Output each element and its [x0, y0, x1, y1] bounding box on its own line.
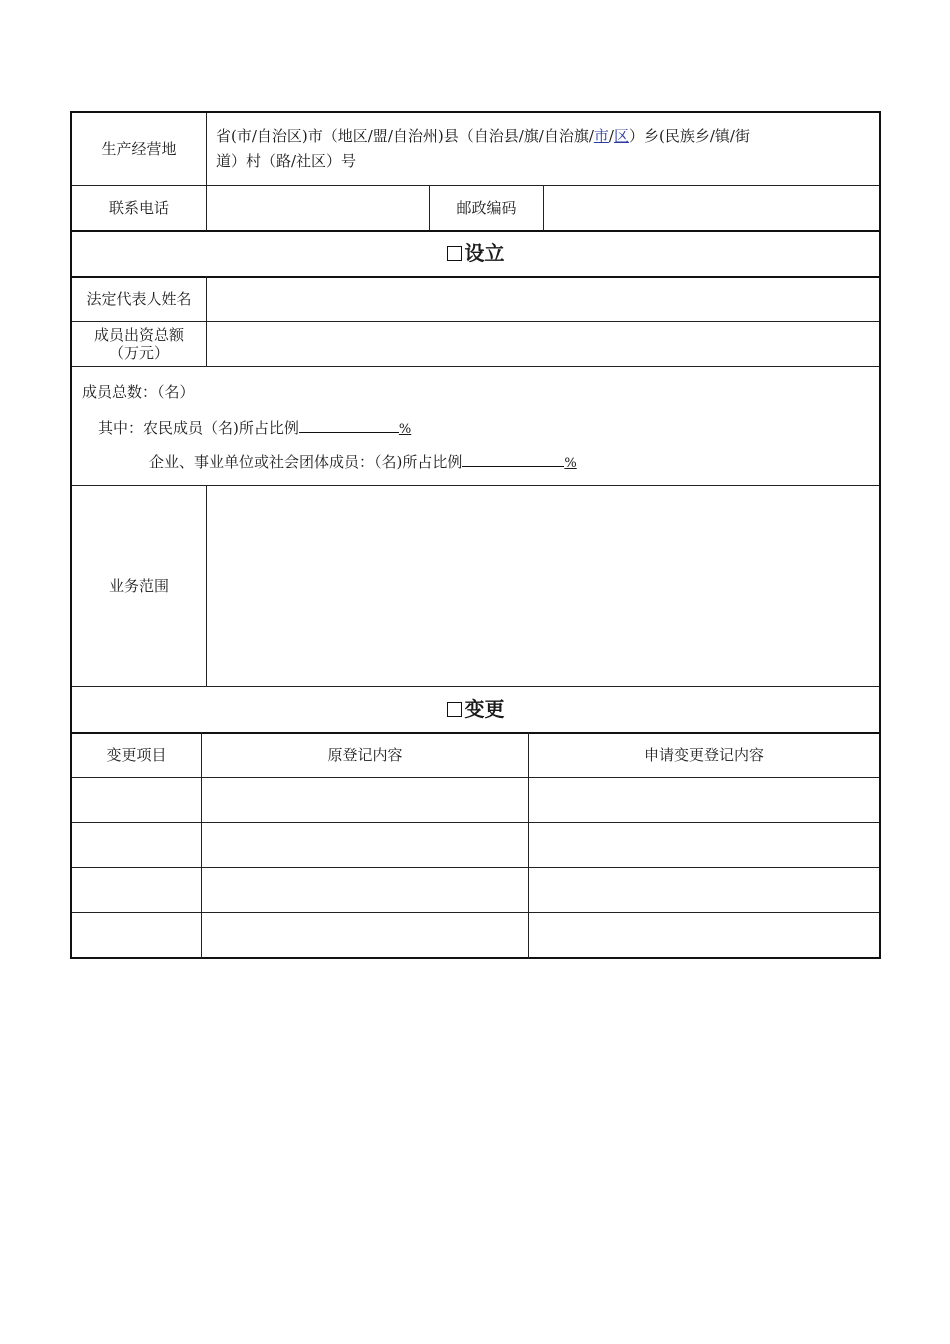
production-site-label [72, 113, 206, 185]
table-cell[interactable] [72, 867, 201, 912]
table-cell[interactable] [529, 822, 879, 867]
capital-label-line1: 成员出资总额 [93, 325, 184, 344]
table-cell[interactable] [72, 912, 201, 957]
table-cell[interactable] [529, 867, 879, 912]
table-cell[interactable] [202, 822, 528, 867]
change-title: 变更 [464, 697, 505, 721]
org-members-text: 企业、事业单位或社会团体成员：（名)所占比例 [149, 453, 463, 471]
table-cell[interactable] [202, 777, 528, 822]
phone-field[interactable] [207, 185, 429, 230]
new-content-header-text: 申请变更登记内容 [643, 745, 764, 764]
establish-title: 设立 [464, 241, 505, 265]
address-template [216, 113, 876, 185]
table-cell[interactable] [72, 777, 201, 822]
phone-label-text: 联系电话 [108, 198, 169, 217]
production-site-label-text: 生产经营地 [101, 140, 177, 158]
divider [72, 366, 879, 367]
change-section-header [72, 686, 879, 732]
farmer-members-text: 其中：农民成员（名)所占比例 [98, 419, 299, 437]
district-link[interactable]: 区 [613, 127, 629, 145]
establish-checkbox[interactable] [447, 246, 462, 261]
postal-code-label-text: 邮政编码 [456, 198, 517, 217]
org-ratio-blank[interactable] [462, 452, 564, 467]
change-checkbox[interactable] [447, 702, 462, 717]
registration-form [70, 111, 881, 959]
city-link[interactable]: 市 [593, 127, 609, 145]
new-content-header [529, 732, 879, 777]
capital-label-line2: （万元） [108, 343, 169, 362]
farmer-ratio-blank[interactable] [299, 418, 399, 433]
table-cell[interactable] [529, 912, 879, 957]
address-text-part1: 省(市/自治区)市（地区/盟/自治州)县（自治县/旗/自治旗/ [216, 127, 594, 145]
postal-code-field[interactable] [544, 185, 879, 230]
table-cell[interactable] [72, 822, 201, 867]
legal-rep-label [72, 276, 206, 321]
capital-field[interactable] [207, 321, 879, 366]
change-item-header [72, 732, 201, 777]
org-percent-sign: % [564, 456, 577, 471]
org-members-line [149, 452, 577, 473]
legal-rep-label-text: 法定代表人姓名 [86, 289, 192, 308]
establish-section-header [72, 230, 879, 276]
capital-label [72, 321, 206, 366]
address-separator: / [608, 127, 614, 145]
members-total-text: 成员总数：（名） [82, 383, 195, 401]
farmer-percent-sign: % [398, 422, 412, 437]
farmer-members-line [98, 418, 411, 439]
address-text-part2: ）乡(民族乡/镇/街 [628, 127, 750, 145]
table-cell[interactable] [202, 912, 528, 957]
legal-rep-field[interactable] [207, 276, 879, 321]
change-item-header-text: 变更项目 [106, 745, 167, 764]
table-cell[interactable] [202, 867, 528, 912]
address-text-line2: 道）村（路/社区）号 [216, 152, 357, 170]
phone-label [72, 185, 206, 230]
business-scope-label-text: 业务范围 [108, 576, 169, 595]
original-content-header [202, 732, 528, 777]
table-cell[interactable] [529, 777, 879, 822]
original-content-header-text: 原登记内容 [327, 745, 403, 764]
business-scope-field[interactable] [207, 485, 879, 686]
members-total [82, 383, 195, 401]
business-scope-label [72, 485, 206, 686]
postal-code-label [430, 185, 543, 230]
